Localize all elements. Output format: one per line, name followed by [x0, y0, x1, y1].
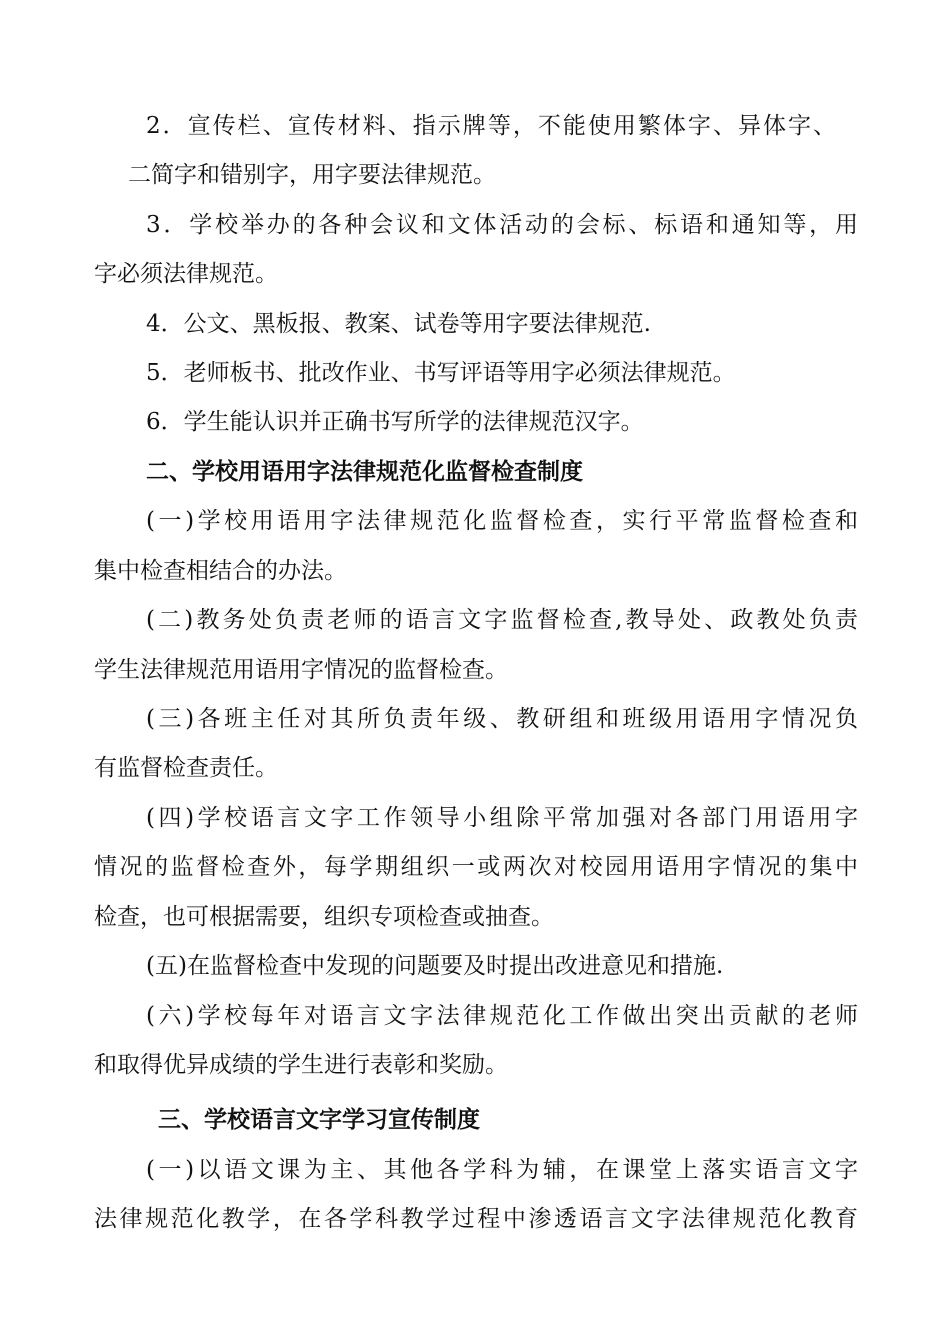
s2-para-4-line-3: 检查，也可根据需要，组织专项检查或抽查。 [94, 904, 554, 930]
item-6-line-1: 6．学生能认识并正确书写所学的法律规范汉字。 [146, 409, 644, 435]
section-2-heading: 二、学校用语用字法律规范化监督检查制度 [146, 459, 583, 485]
s2-para-4-line-1: (四)学校语言文字工作领导小组除平常加强对各部门用语用字 [146, 805, 858, 831]
s3-para-1-line-2: 法律规范化教学，在各学科教学过程中渗透语言文字法律规范化教育 [94, 1206, 858, 1232]
s2-para-2-line-2: 学生法律规范用语用字情况的监督检查。 [94, 657, 508, 683]
s2-para-3-line-1: (三)各班主任对其所负责年级、教研组和班级用语用字情况负 [146, 706, 858, 732]
item-5-line-1: 5．老师板书、批改作业、书写评语等用字必须法律规范。 [146, 360, 736, 386]
s2-para-2-line-1: (二)教务处负责老师的语言文字监督检查,教导处、政教处负责 [146, 607, 858, 633]
s2-para-6-line-2: 和取得优异成绩的学生进行表彰和奖励。 [94, 1052, 508, 1078]
section-3-heading: 三、学校语言文字学习宣传制度 [158, 1107, 480, 1133]
s2-para-6-line-1: (六)学校每年对语言文字法律规范化工作做出突出贡献的老师 [146, 1003, 858, 1029]
item-4-line-1: 4．公文、黑板报、教案、试卷等用字要法律规范. [146, 311, 651, 337]
s2-para-5-line-1: (五)在监督检查中发现的问题要及时提出改进意见和措施. [146, 953, 724, 979]
s2-para-4-line-2: 情况的监督检查外，每学期组织一或两次对校园用语用字情况的集中 [94, 854, 858, 880]
item-2-line-1: 2．宣传栏、宣传材料、指示牌等，不能使用繁体字、异体字、 [146, 113, 836, 139]
item-2-line-2: 二简字和错别字，用字要法律规范。 [128, 162, 496, 188]
item-3-line-1: 3．学校举办的各种会议和文体活动的会标、标语和通知等，用 [146, 212, 858, 238]
s2-para-1-line-2: 集中检查相结合的办法。 [94, 558, 347, 584]
item-3-line-2: 字必须法律规范。 [94, 261, 278, 287]
s2-para-3-line-2: 有监督检查责任。 [94, 755, 278, 781]
s3-para-1-line-1: (一)以语文课为主、其他各学科为辅，在课堂上落实语言文字 [146, 1157, 858, 1183]
s2-para-1-line-1: (一)学校用语用字法律规范化监督检查，实行平常监督检查和 [146, 508, 858, 534]
